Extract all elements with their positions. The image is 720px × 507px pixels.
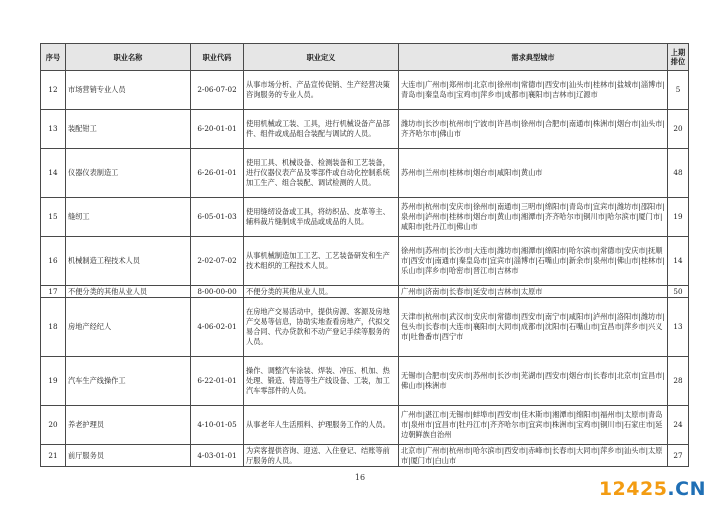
- watermark-domain: .CN: [667, 478, 706, 500]
- row-occupation-code: 6-22-01-01: [191, 357, 244, 406]
- row-rank: 24: [668, 406, 689, 445]
- row-definition: 从事机械制造加工工艺、工艺装备研发和生产技术组织的工程技术人员。: [244, 237, 399, 286]
- row-seq: 13: [41, 110, 66, 149]
- row-rank: 20: [668, 110, 689, 149]
- row-cities: 苏州市|杭州市|安庆市|徐州市|南通市|三明市|绵阳市|青岛市|宜宾市|潍坊市|邵阳市|泉州市|泸州市|桂林市|烟台市|黄山市|湘潭市|齐齐哈尔市|铜川市|哈尔滨市|厦门市|咸阳市|牡丹江市|佛山市: [399, 198, 668, 237]
- row-cities: 大连市|广州市|郑州市|北京市|徐州市|常德市|西安市|汕头市|桂林市|盐城市|淄博市|青岛市|秦皇岛市|宝鸡市|萍乡市|成都市|襄阳市|吉林市|辽源市: [399, 71, 668, 110]
- watermark-digits: 12425: [598, 478, 668, 500]
- row-cities: 苏州市|兰州市|桂林市|烟台市|咸阳市|黄山市: [399, 149, 668, 198]
- row-occupation-name: 装配钳工: [66, 110, 191, 149]
- row-rank: 5: [668, 71, 689, 110]
- row-definition: 为宾客提供咨询、迎送、入住登记、结账等前厅服务的人员。: [244, 445, 399, 467]
- row-occupation-code: 4-10-01-05: [191, 406, 244, 445]
- row-occupation-name: 机械制造工程技术人员: [66, 237, 191, 286]
- occupation-table-page: [40, 43, 688, 467]
- row-seq: 18: [41, 298, 66, 357]
- row-definition: 从事市场分析、产品宣传促销、生产经营决策咨询服务的专业人员。: [244, 71, 399, 110]
- header-seq: 序号: [41, 44, 66, 71]
- row-definition: 使用机械或工装、工具，进行机械设备产品部件、组件或成品组合装配与调试的人员。: [244, 110, 399, 149]
- row-occupation-name: 仪器仪表制造工: [66, 149, 191, 198]
- table-row: [41, 110, 689, 149]
- row-seq: 14: [41, 149, 66, 198]
- row-seq: 21: [41, 445, 66, 467]
- row-occupation-name: 养老护理员: [66, 406, 191, 445]
- row-definition: 操作、调整汽车涂装、焊装、冲压、机加、热处理、锻造、铸造等生产线设备、工装，加工汽车零部件的人员。: [244, 357, 399, 406]
- row-occupation-code: 2-02-07-02: [191, 237, 244, 286]
- row-cities: 无锡市|合肥市|安庆市|苏州市|长沙市|芜湖市|西安市|烟台市|长春市|北京市|宜昌市|佛山市|株洲市: [399, 357, 668, 406]
- row-seq: 15: [41, 198, 66, 237]
- row-rank: 27: [668, 445, 689, 467]
- header-definition: 职业定义: [244, 44, 399, 71]
- header-code: 职业代码: [191, 44, 244, 71]
- row-occupation-code: 6-26-01-01: [191, 149, 244, 198]
- row-occupation-name: 不便分类的其他从业人员: [66, 286, 191, 298]
- row-occupation-name: 汽车生产线操作工: [66, 357, 191, 406]
- table-row: [41, 357, 689, 406]
- row-occupation-code: 4-06-02-01: [191, 298, 244, 357]
- row-rank: 19: [668, 198, 689, 237]
- row-occupation-code: 8-00-00-00: [191, 286, 244, 298]
- table-row: [41, 71, 689, 110]
- row-seq: 16: [41, 237, 66, 286]
- row-cities: 徐州市|苏州市|长沙市|大连市|潍坊市|湘潭市|绵阳市|哈尔滨市|常德市|安庆市|抚顺市|西安市|南通市|秦皇岛市|宜宾市|淄博市|石嘴山市|新余市|泉州市|佛山市|桂林市|乐山市|萍乡市|哈密市|晋江市|吉林市: [399, 237, 668, 286]
- row-seq: 12: [41, 71, 66, 110]
- header-cities: 需求典型城市: [399, 44, 668, 71]
- row-occupation-name: 前厅服务员: [66, 445, 191, 467]
- table-row: [41, 237, 689, 286]
- header-name: 职业名称: [66, 44, 191, 71]
- table-row: [41, 286, 689, 298]
- site-watermark-logo: [599, 478, 706, 500]
- row-cities: 广州市|济南市|长春市|延安市|吉林市|太原市: [399, 286, 668, 298]
- row-occupation-code: 6-05-01-03: [191, 198, 244, 237]
- row-cities: 天津市|杭州市|武汉市|安庆市|常德市|西安市|南宁市|咸阳市|泸州市|洛阳市|潍坊市|包头市|长春市|大连市|襄阳市|大同市|成都市|沈阳市|石嘴山市|宜昌市|萍乡市|兴义市|吐鲁番市|西宁市: [399, 298, 668, 357]
- row-seq: 20: [41, 406, 66, 445]
- row-cities: 潍坊市|长沙市|杭州市|宁波市|许昌市|徐州市|合肥市|南通市|株洲市|烟台市|汕头市|齐齐哈尔市|佛山市: [399, 110, 668, 149]
- table-row: [41, 198, 689, 237]
- table-header-row: [41, 44, 689, 71]
- occupation-demand-table: [40, 43, 689, 467]
- row-definition: 不便分类的其他从业人员。: [244, 286, 399, 298]
- row-rank: 48: [668, 149, 689, 198]
- row-seq: 17: [41, 286, 66, 298]
- row-occupation-code: 4-03-01-01: [191, 445, 244, 467]
- row-occupation-code: 6-20-01-01: [191, 110, 244, 149]
- row-rank: 13: [668, 298, 689, 357]
- row-occupation-code: 2-06-07-02: [191, 71, 244, 110]
- table-row: [41, 445, 689, 467]
- row-rank: 50: [668, 286, 689, 298]
- row-occupation-name: 缝纫工: [66, 198, 191, 237]
- row-definition: 在房地产交易活动中，提供房源、客源及房地产交易等信息，协助实地查看房地产，代拟交易合同、代办贷款和不动产登记手续等服务的人员。: [244, 298, 399, 357]
- row-rank: 14: [668, 237, 689, 286]
- row-cities: 北京市|广州市|杭州市|哈尔滨市|西安市|赤峰市|长春市|大同市|萍乡市|汕头市|太原市|厦门市|白山市: [399, 445, 668, 467]
- table-row: [41, 298, 689, 357]
- row-occupation-name: 市场营销专业人员: [66, 71, 191, 110]
- row-seq: 19: [41, 357, 66, 406]
- row-definition: 使用工具、机械设备、检测装备和工艺装备，进行仪器仪表产品及零部件或自动化控制系统加工生产、组合装配、调试检测的人员。: [244, 149, 399, 198]
- table-row: [41, 406, 689, 445]
- row-definition: 从事老年人生活照料、护理服务工作的人员。: [244, 406, 399, 445]
- row-definition: 使用缝纫设备或工具，将纺织品、皮革等主、辅料裁片缝制成半成品或成品的人员。: [244, 198, 399, 237]
- table-row: [41, 149, 689, 198]
- row-cities: 广州市|湛江市|无锡市|蚌埠市|西安市|佳木斯市|湘潭市|绵阳市|福州市|太原市|青岛市|泉州市|宜昌市|牡丹江市|齐齐哈尔市|宜宾市|株洲市|宝鸡市|铜川市|石家庄市|延边朝鲜族自治州: [399, 406, 668, 445]
- row-rank: 28: [668, 357, 689, 406]
- row-occupation-name: 房地产经纪人: [66, 298, 191, 357]
- header-rank: 上期排位: [668, 44, 689, 71]
- page-number: 16: [354, 473, 366, 482]
